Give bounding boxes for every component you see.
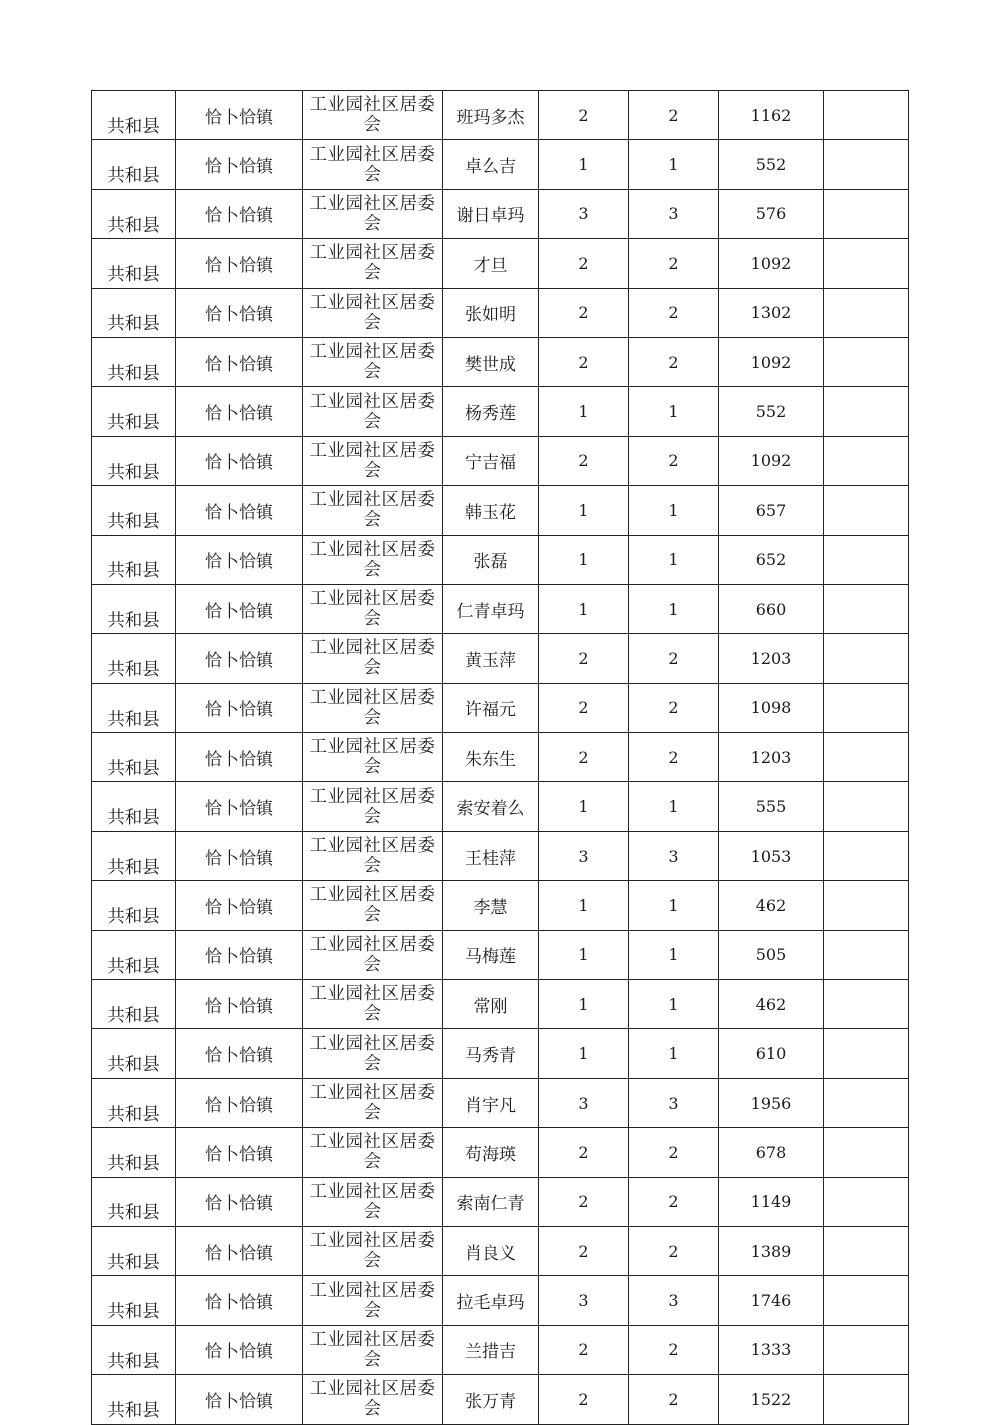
table-row bbox=[92, 1078, 909, 1127]
amount-cell: 1746 bbox=[719, 1276, 824, 1325]
name-cell: 兰措吉 bbox=[443, 1325, 539, 1374]
town-cell: 恰卜恰镇 bbox=[176, 782, 303, 831]
name-cell: 才旦 bbox=[443, 239, 539, 288]
town-cell: 恰卜恰镇 bbox=[176, 1029, 303, 1078]
amount-cell: 1203 bbox=[719, 634, 824, 683]
table-row bbox=[92, 1276, 909, 1325]
name-cell: 杨秀莲 bbox=[443, 387, 539, 436]
name-cell: 索安着么 bbox=[443, 782, 539, 831]
name-cell: 谢日卓玛 bbox=[443, 189, 539, 238]
county-cell: 共和县 bbox=[92, 239, 176, 288]
table-row bbox=[92, 1177, 909, 1226]
county-cell: 共和县 bbox=[92, 1325, 176, 1374]
name-cell: 索南仁青 bbox=[443, 1177, 539, 1226]
remark-cell bbox=[824, 1177, 909, 1226]
table-row bbox=[92, 337, 909, 386]
amount-cell: 1092 bbox=[719, 436, 824, 485]
community-cell: 工业园社区居委会 bbox=[303, 387, 443, 436]
households-cell: 1 bbox=[539, 486, 629, 535]
table-row bbox=[92, 584, 909, 633]
county-cell: 共和县 bbox=[92, 1029, 176, 1078]
community-cell: 工业园社区居委会 bbox=[303, 980, 443, 1029]
town-cell: 恰卜恰镇 bbox=[176, 1276, 303, 1325]
persons-cell: 1 bbox=[629, 387, 719, 436]
households-cell: 2 bbox=[539, 91, 629, 140]
amount-cell: 555 bbox=[719, 782, 824, 831]
amount-cell: 657 bbox=[719, 486, 824, 535]
community-cell: 工业园社区居委会 bbox=[303, 1325, 443, 1374]
county-cell: 共和县 bbox=[92, 387, 176, 436]
name-cell: 常刚 bbox=[443, 980, 539, 1029]
community-cell: 工业园社区居委会 bbox=[303, 831, 443, 880]
county-cell: 共和县 bbox=[92, 1276, 176, 1325]
remark-cell bbox=[824, 486, 909, 535]
table-row bbox=[92, 1375, 909, 1424]
households-cell: 2 bbox=[539, 239, 629, 288]
community-cell: 工业园社区居委会 bbox=[303, 91, 443, 140]
households-cell: 2 bbox=[539, 436, 629, 485]
beneficiary-table bbox=[91, 90, 909, 1425]
name-cell: 肖宇凡 bbox=[443, 1078, 539, 1127]
remark-cell bbox=[824, 881, 909, 930]
name-cell: 苟海瑛 bbox=[443, 1128, 539, 1177]
name-cell: 韩玉花 bbox=[443, 486, 539, 535]
town-cell: 恰卜恰镇 bbox=[176, 1078, 303, 1127]
county-cell: 共和县 bbox=[92, 140, 176, 189]
county-cell: 共和县 bbox=[92, 831, 176, 880]
persons-cell: 2 bbox=[629, 436, 719, 485]
amount-cell: 1149 bbox=[719, 1177, 824, 1226]
amount-cell: 610 bbox=[719, 1029, 824, 1078]
households-cell: 2 bbox=[539, 683, 629, 732]
name-cell: 肖良义 bbox=[443, 1226, 539, 1275]
town-cell: 恰卜恰镇 bbox=[176, 1325, 303, 1374]
community-cell: 工业园社区居委会 bbox=[303, 1078, 443, 1127]
persons-cell: 3 bbox=[629, 1276, 719, 1325]
households-cell: 1 bbox=[539, 930, 629, 979]
amount-cell: 576 bbox=[719, 189, 824, 238]
table-row bbox=[92, 683, 909, 732]
amount-cell: 1389 bbox=[719, 1226, 824, 1275]
town-cell: 恰卜恰镇 bbox=[176, 140, 303, 189]
name-cell: 黄玉萍 bbox=[443, 634, 539, 683]
households-cell: 2 bbox=[539, 634, 629, 683]
remark-cell bbox=[824, 831, 909, 880]
name-cell: 班玛多杰 bbox=[443, 91, 539, 140]
county-cell: 共和县 bbox=[92, 584, 176, 633]
persons-cell: 2 bbox=[629, 239, 719, 288]
households-cell: 1 bbox=[539, 782, 629, 831]
remark-cell bbox=[824, 436, 909, 485]
remark-cell bbox=[824, 239, 909, 288]
town-cell: 恰卜恰镇 bbox=[176, 881, 303, 930]
households-cell: 3 bbox=[539, 1276, 629, 1325]
remark-cell bbox=[824, 1375, 909, 1424]
households-cell: 2 bbox=[539, 1128, 629, 1177]
remark-cell bbox=[824, 683, 909, 732]
households-cell: 1 bbox=[539, 1029, 629, 1078]
households-cell: 1 bbox=[539, 980, 629, 1029]
households-cell: 1 bbox=[539, 140, 629, 189]
remark-cell bbox=[824, 1276, 909, 1325]
table-row bbox=[92, 140, 909, 189]
table-row bbox=[92, 831, 909, 880]
persons-cell: 1 bbox=[629, 1029, 719, 1078]
name-cell: 张万青 bbox=[443, 1375, 539, 1424]
households-cell: 1 bbox=[539, 584, 629, 633]
persons-cell: 1 bbox=[629, 140, 719, 189]
persons-cell: 2 bbox=[629, 1226, 719, 1275]
remark-cell bbox=[824, 584, 909, 633]
persons-cell: 3 bbox=[629, 831, 719, 880]
community-cell: 工业园社区居委会 bbox=[303, 782, 443, 831]
table-row bbox=[92, 239, 909, 288]
name-cell: 朱东生 bbox=[443, 733, 539, 782]
households-cell: 2 bbox=[539, 1375, 629, 1424]
households-cell: 1 bbox=[539, 387, 629, 436]
amount-cell: 1203 bbox=[719, 733, 824, 782]
persons-cell: 2 bbox=[629, 1375, 719, 1424]
county-cell: 共和县 bbox=[92, 881, 176, 930]
town-cell: 恰卜恰镇 bbox=[176, 584, 303, 633]
persons-cell: 2 bbox=[629, 1177, 719, 1226]
remark-cell bbox=[824, 1029, 909, 1078]
amount-cell: 552 bbox=[719, 387, 824, 436]
persons-cell: 2 bbox=[629, 91, 719, 140]
persons-cell: 1 bbox=[629, 486, 719, 535]
table-body bbox=[92, 91, 909, 1425]
town-cell: 恰卜恰镇 bbox=[176, 189, 303, 238]
amount-cell: 660 bbox=[719, 584, 824, 633]
community-cell: 工业园社区居委会 bbox=[303, 337, 443, 386]
households-cell: 2 bbox=[539, 733, 629, 782]
town-cell: 恰卜恰镇 bbox=[176, 733, 303, 782]
remark-cell bbox=[824, 535, 909, 584]
community-cell: 工业园社区居委会 bbox=[303, 584, 443, 633]
table-row bbox=[92, 535, 909, 584]
amount-cell: 1302 bbox=[719, 288, 824, 337]
persons-cell: 1 bbox=[629, 782, 719, 831]
amount-cell: 652 bbox=[719, 535, 824, 584]
county-cell: 共和县 bbox=[92, 288, 176, 337]
name-cell: 张如明 bbox=[443, 288, 539, 337]
county-cell: 共和县 bbox=[92, 535, 176, 584]
table-row bbox=[92, 980, 909, 1029]
persons-cell: 1 bbox=[629, 535, 719, 584]
table-row bbox=[92, 733, 909, 782]
community-cell: 工业园社区居委会 bbox=[303, 189, 443, 238]
town-cell: 恰卜恰镇 bbox=[176, 1226, 303, 1275]
county-cell: 共和县 bbox=[92, 486, 176, 535]
county-cell: 共和县 bbox=[92, 1226, 176, 1275]
community-cell: 工业园社区居委会 bbox=[303, 140, 443, 189]
community-cell: 工业园社区居委会 bbox=[303, 239, 443, 288]
households-cell: 2 bbox=[539, 1226, 629, 1275]
persons-cell: 3 bbox=[629, 189, 719, 238]
town-cell: 恰卜恰镇 bbox=[176, 1375, 303, 1424]
community-cell: 工业园社区居委会 bbox=[303, 288, 443, 337]
amount-cell: 462 bbox=[719, 881, 824, 930]
town-cell: 恰卜恰镇 bbox=[176, 91, 303, 140]
town-cell: 恰卜恰镇 bbox=[176, 436, 303, 485]
town-cell: 恰卜恰镇 bbox=[176, 634, 303, 683]
community-cell: 工业园社区居委会 bbox=[303, 1128, 443, 1177]
persons-cell: 1 bbox=[629, 980, 719, 1029]
community-cell: 工业园社区居委会 bbox=[303, 486, 443, 535]
town-cell: 恰卜恰镇 bbox=[176, 980, 303, 1029]
name-cell: 许福元 bbox=[443, 683, 539, 732]
persons-cell: 2 bbox=[629, 1325, 719, 1374]
name-cell: 李慧 bbox=[443, 881, 539, 930]
county-cell: 共和县 bbox=[92, 91, 176, 140]
table-row bbox=[92, 91, 909, 140]
county-cell: 共和县 bbox=[92, 930, 176, 979]
remark-cell bbox=[824, 930, 909, 979]
community-cell: 工业园社区居委会 bbox=[303, 1226, 443, 1275]
persons-cell: 2 bbox=[629, 634, 719, 683]
town-cell: 恰卜恰镇 bbox=[176, 337, 303, 386]
community-cell: 工业园社区居委会 bbox=[303, 634, 443, 683]
town-cell: 恰卜恰镇 bbox=[176, 1177, 303, 1226]
town-cell: 恰卜恰镇 bbox=[176, 930, 303, 979]
town-cell: 恰卜恰镇 bbox=[176, 535, 303, 584]
county-cell: 共和县 bbox=[92, 189, 176, 238]
county-cell: 共和县 bbox=[92, 1078, 176, 1127]
county-cell: 共和县 bbox=[92, 436, 176, 485]
county-cell: 共和县 bbox=[92, 782, 176, 831]
persons-cell: 1 bbox=[629, 881, 719, 930]
amount-cell: 1162 bbox=[719, 91, 824, 140]
amount-cell: 1333 bbox=[719, 1325, 824, 1374]
households-cell: 3 bbox=[539, 189, 629, 238]
persons-cell: 2 bbox=[629, 1128, 719, 1177]
county-cell: 共和县 bbox=[92, 1128, 176, 1177]
amount-cell: 462 bbox=[719, 980, 824, 1029]
town-cell: 恰卜恰镇 bbox=[176, 1128, 303, 1177]
table-row bbox=[92, 930, 909, 979]
persons-cell: 2 bbox=[629, 337, 719, 386]
remark-cell bbox=[824, 337, 909, 386]
amount-cell: 1092 bbox=[719, 239, 824, 288]
county-cell: 共和县 bbox=[92, 1177, 176, 1226]
households-cell: 2 bbox=[539, 1325, 629, 1374]
community-cell: 工业园社区居委会 bbox=[303, 436, 443, 485]
remark-cell bbox=[824, 733, 909, 782]
persons-cell: 2 bbox=[629, 288, 719, 337]
table-row bbox=[92, 634, 909, 683]
community-cell: 工业园社区居委会 bbox=[303, 1177, 443, 1226]
community-cell: 工业园社区居委会 bbox=[303, 1375, 443, 1424]
table-row bbox=[92, 486, 909, 535]
county-cell: 共和县 bbox=[92, 733, 176, 782]
name-cell: 王桂萍 bbox=[443, 831, 539, 880]
households-cell: 1 bbox=[539, 881, 629, 930]
amount-cell: 552 bbox=[719, 140, 824, 189]
remark-cell bbox=[824, 634, 909, 683]
community-cell: 工业园社区居委会 bbox=[303, 535, 443, 584]
persons-cell: 3 bbox=[629, 1078, 719, 1127]
households-cell: 1 bbox=[539, 535, 629, 584]
table-row bbox=[92, 1029, 909, 1078]
persons-cell: 1 bbox=[629, 584, 719, 633]
persons-cell: 1 bbox=[629, 930, 719, 979]
community-cell: 工业园社区居委会 bbox=[303, 930, 443, 979]
town-cell: 恰卜恰镇 bbox=[176, 486, 303, 535]
name-cell: 马梅莲 bbox=[443, 930, 539, 979]
name-cell: 樊世成 bbox=[443, 337, 539, 386]
households-cell: 2 bbox=[539, 288, 629, 337]
remark-cell bbox=[824, 1078, 909, 1127]
amount-cell: 1098 bbox=[719, 683, 824, 732]
table-row bbox=[92, 1226, 909, 1275]
name-cell: 张磊 bbox=[443, 535, 539, 584]
town-cell: 恰卜恰镇 bbox=[176, 239, 303, 288]
persons-cell: 2 bbox=[629, 683, 719, 732]
amount-cell: 678 bbox=[719, 1128, 824, 1177]
table-row bbox=[92, 782, 909, 831]
households-cell: 2 bbox=[539, 337, 629, 386]
remark-cell bbox=[824, 1226, 909, 1275]
table-row bbox=[92, 387, 909, 436]
name-cell: 仁青卓玛 bbox=[443, 584, 539, 633]
community-cell: 工业园社区居委会 bbox=[303, 683, 443, 732]
name-cell: 宁吉福 bbox=[443, 436, 539, 485]
remark-cell bbox=[824, 91, 909, 140]
remark-cell bbox=[824, 387, 909, 436]
county-cell: 共和县 bbox=[92, 634, 176, 683]
remark-cell bbox=[824, 1128, 909, 1177]
town-cell: 恰卜恰镇 bbox=[176, 288, 303, 337]
name-cell: 马秀青 bbox=[443, 1029, 539, 1078]
households-cell: 3 bbox=[539, 1078, 629, 1127]
town-cell: 恰卜恰镇 bbox=[176, 831, 303, 880]
table-row bbox=[92, 436, 909, 485]
remark-cell bbox=[824, 189, 909, 238]
county-cell: 共和县 bbox=[92, 337, 176, 386]
amount-cell: 1522 bbox=[719, 1375, 824, 1424]
town-cell: 恰卜恰镇 bbox=[176, 683, 303, 732]
amount-cell: 1053 bbox=[719, 831, 824, 880]
remark-cell bbox=[824, 782, 909, 831]
community-cell: 工业园社区居委会 bbox=[303, 1029, 443, 1078]
county-cell: 共和县 bbox=[92, 1375, 176, 1424]
community-cell: 工业园社区居委会 bbox=[303, 1276, 443, 1325]
remark-cell bbox=[824, 1325, 909, 1374]
name-cell: 卓么吉 bbox=[443, 140, 539, 189]
remark-cell bbox=[824, 140, 909, 189]
amount-cell: 1092 bbox=[719, 337, 824, 386]
amount-cell: 1956 bbox=[719, 1078, 824, 1127]
table-row bbox=[92, 1128, 909, 1177]
table-row bbox=[92, 881, 909, 930]
amount-cell: 505 bbox=[719, 930, 824, 979]
community-cell: 工业园社区居委会 bbox=[303, 733, 443, 782]
persons-cell: 2 bbox=[629, 733, 719, 782]
table-row bbox=[92, 288, 909, 337]
community-cell: 工业园社区居委会 bbox=[303, 881, 443, 930]
name-cell: 拉毛卓玛 bbox=[443, 1276, 539, 1325]
households-cell: 2 bbox=[539, 1177, 629, 1226]
table-row bbox=[92, 189, 909, 238]
remark-cell bbox=[824, 980, 909, 1029]
county-cell: 共和县 bbox=[92, 980, 176, 1029]
county-cell: 共和县 bbox=[92, 683, 176, 732]
households-cell: 3 bbox=[539, 831, 629, 880]
table-row bbox=[92, 1325, 909, 1374]
town-cell: 恰卜恰镇 bbox=[176, 387, 303, 436]
remark-cell bbox=[824, 288, 909, 337]
